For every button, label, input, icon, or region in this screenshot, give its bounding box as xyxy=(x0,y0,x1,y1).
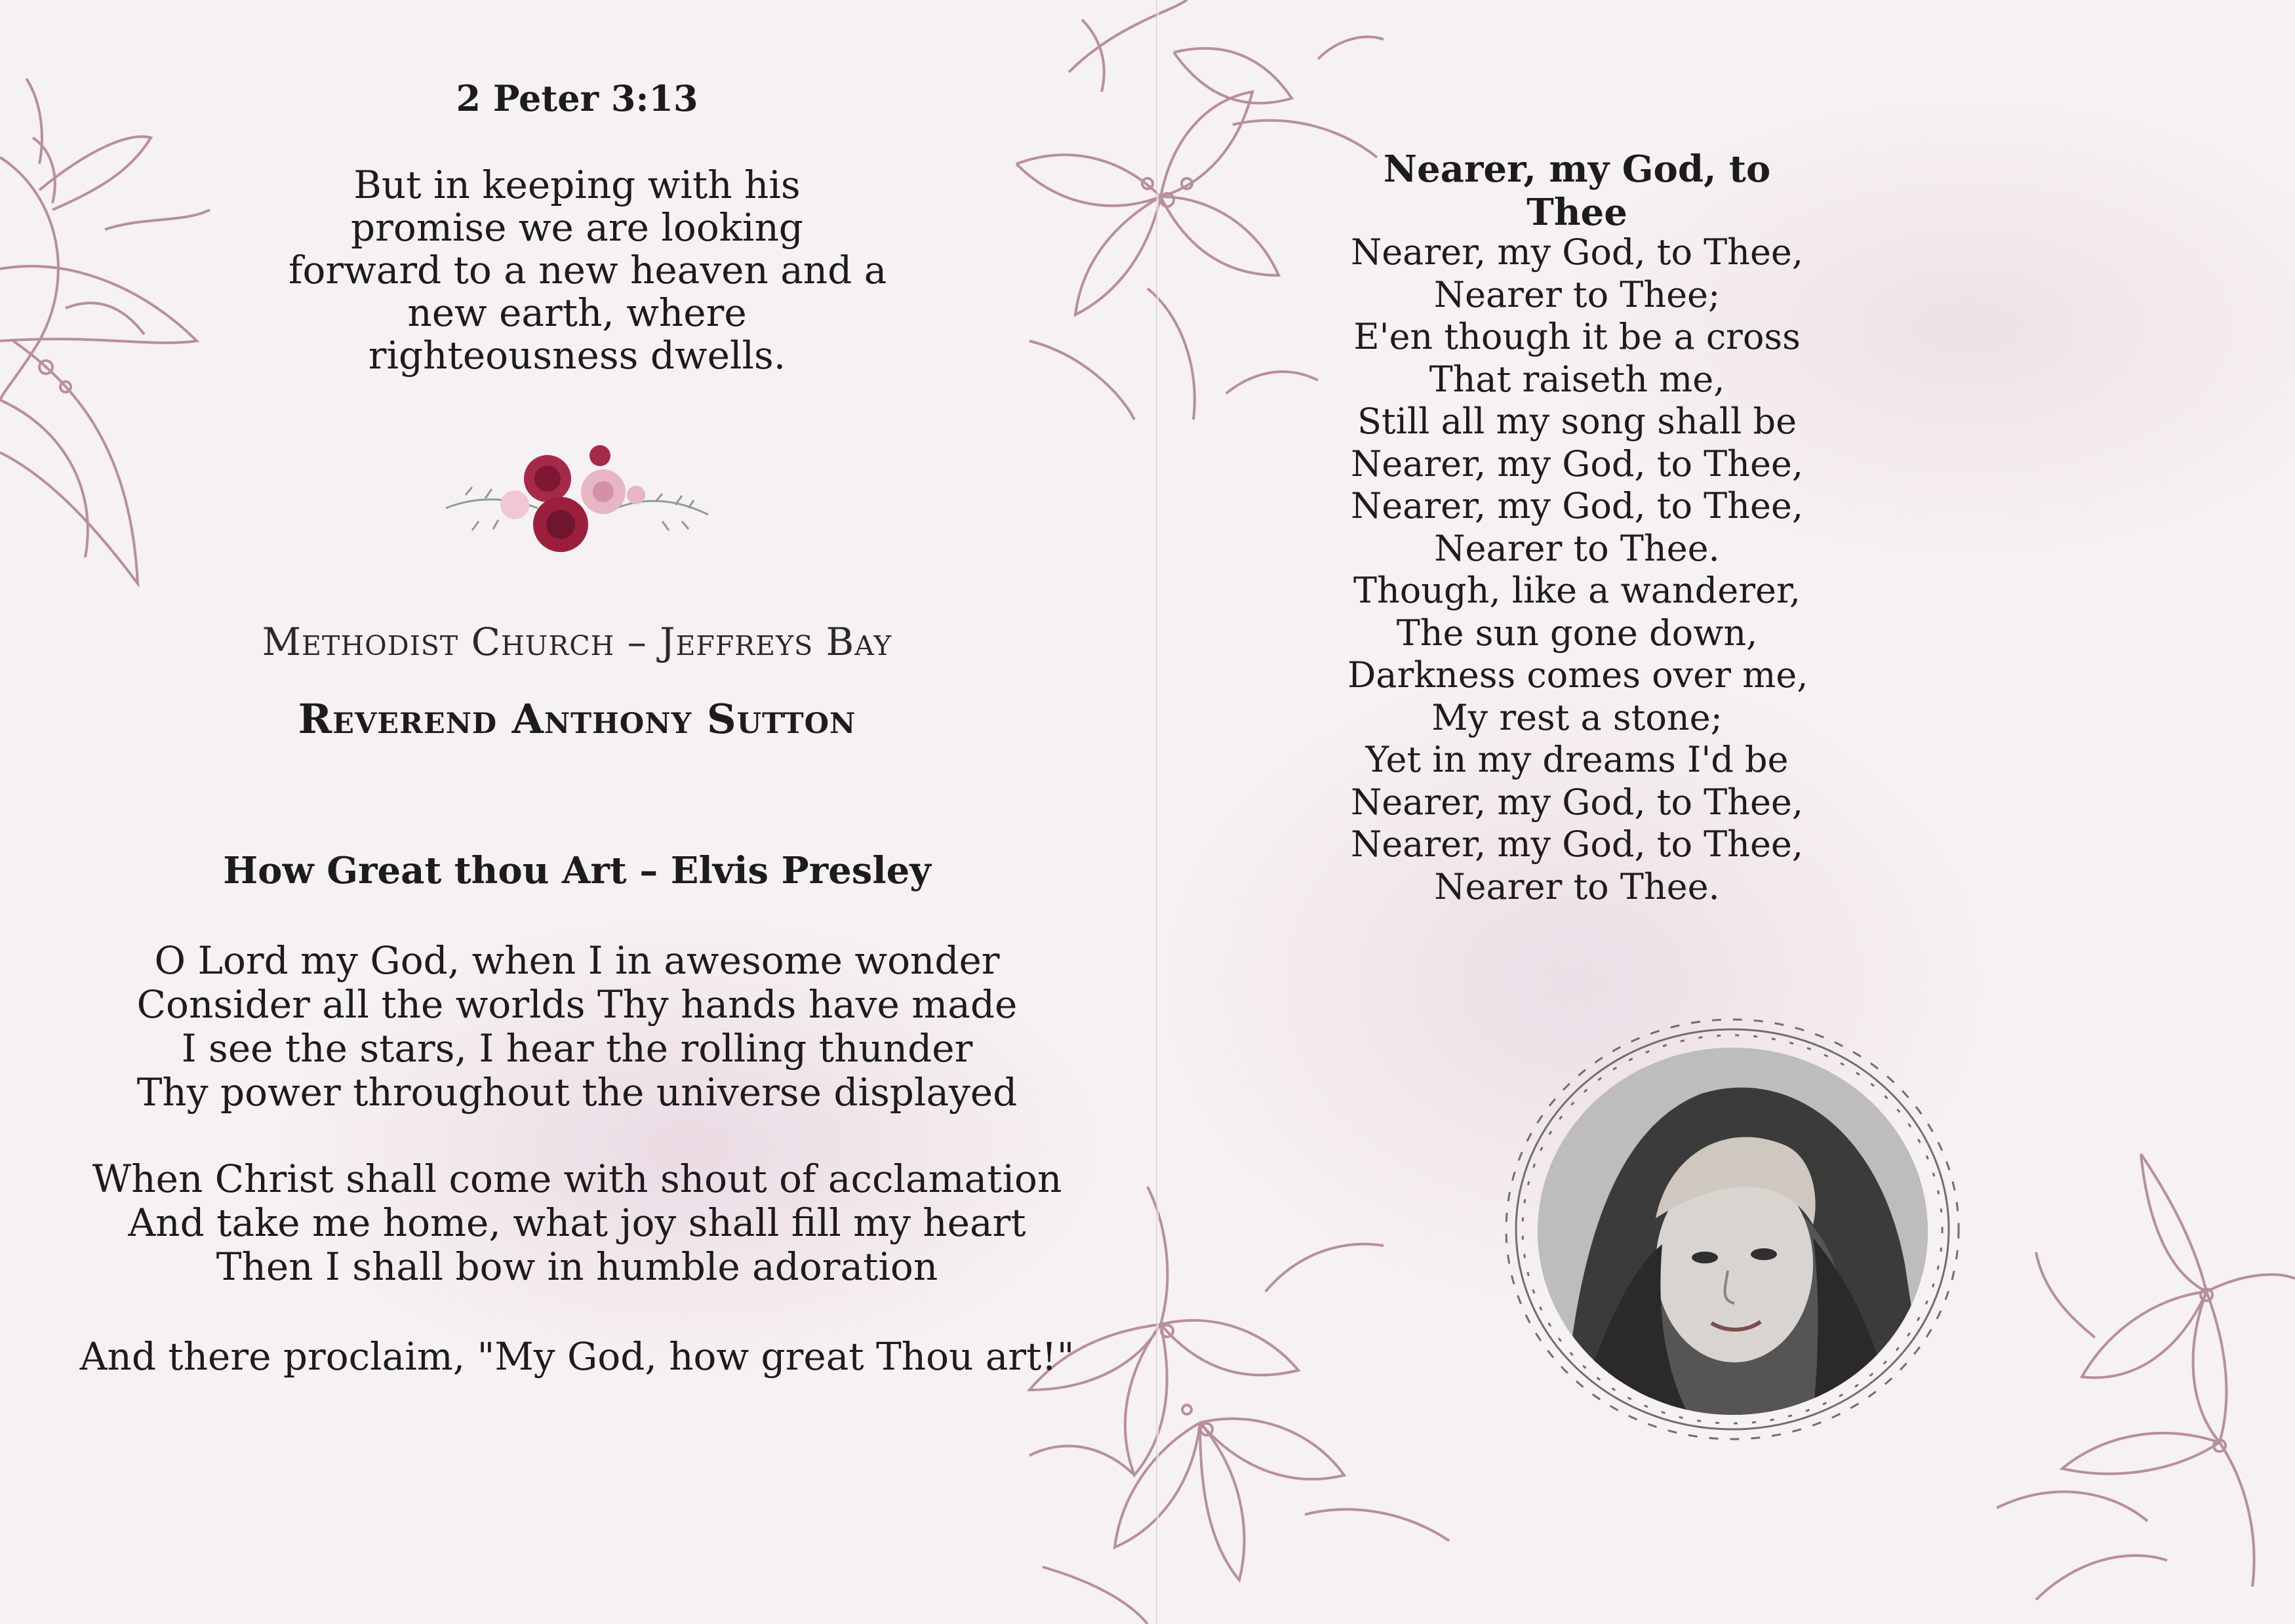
lyric-line: My rest a stone; xyxy=(1431,696,1723,738)
verse-line: Then I shall bow in humble adoration xyxy=(216,1244,938,1289)
portrait-photo xyxy=(1538,1048,1928,1415)
hymn-verse-1 xyxy=(66,939,1088,1115)
hymn-verse-2 xyxy=(66,1157,1088,1289)
lyric-line: E'en though it be a cross xyxy=(1353,316,1801,357)
verse-line: And there proclaim, "My God, how great Thou art!" xyxy=(79,1334,1075,1379)
hymn-verse-3 xyxy=(66,1335,1088,1379)
verse-line: And take me home, what joy shall fill my heart xyxy=(128,1200,1026,1245)
scripture-line: new earth, where xyxy=(407,290,747,335)
lyric-line: The sun gone down, xyxy=(1396,612,1758,654)
scripture-line: righteousness dwells. xyxy=(368,333,786,378)
lyric-line: Nearer, my God, to Thee, xyxy=(1350,781,1804,823)
lyric-line: Nearer, my God, to Thee, xyxy=(1350,823,1804,865)
rose-cluster-ornament xyxy=(439,436,715,567)
lyric-line: Nearer to Thee. xyxy=(1434,865,1720,907)
hymn-title: Nearer, my God, to Thee xyxy=(1383,148,1771,234)
lyric-line: That raiseth me, xyxy=(1429,358,1725,400)
lyric-line: Yet in my dreams I'd be xyxy=(1365,739,1789,780)
lyric-line: Nearer to Thee; xyxy=(1433,273,1721,315)
lyric-line: Nearer, my God, to Thee, xyxy=(1350,485,1804,526)
scripture-line: promise we are looking xyxy=(351,205,803,250)
verse-line: Consider all the worlds Thy hands have made xyxy=(136,982,1018,1027)
lyric-line: Darkness comes over me, xyxy=(1347,654,1808,696)
scripture-reference: 2 Peter 3:13 xyxy=(456,77,698,119)
lyric-line: Nearer to Thee. xyxy=(1434,527,1720,569)
lyric-line: Still all my song shall be xyxy=(1357,401,1797,442)
scripture-line: But in keeping with his xyxy=(353,163,801,207)
scripture-passage xyxy=(289,163,887,378)
verse-line: O Lord my God, when I in awesome wonder xyxy=(154,938,1000,983)
reverend-name: Reverend Anthony Sutton xyxy=(298,695,856,743)
lyric-line: Nearer, my God, to Thee, xyxy=(1350,443,1804,485)
hymn-title: How Great thou Art – Elvis Presley xyxy=(223,849,931,892)
scripture-line: forward to a new heaven and a xyxy=(289,248,887,292)
church-name: Methodist Church – Jeffreys Bay xyxy=(262,620,892,664)
lily-illustration-top-left xyxy=(0,59,236,603)
verse-line: When Christ shall come with shout of acclamation xyxy=(92,1157,1062,1201)
lyric-line: Though, like a wanderer, xyxy=(1353,570,1801,611)
verse-line: I see the stars, I hear the rolling thunder xyxy=(181,1026,973,1071)
hymn-lyrics xyxy=(1347,231,1806,908)
lily-illustration-bottom-right xyxy=(1997,1141,2295,1624)
lyric-line: Nearer, my God, to Thee, xyxy=(1350,231,1804,273)
verse-line: Thy power throughout the universe displayed xyxy=(136,1070,1018,1115)
